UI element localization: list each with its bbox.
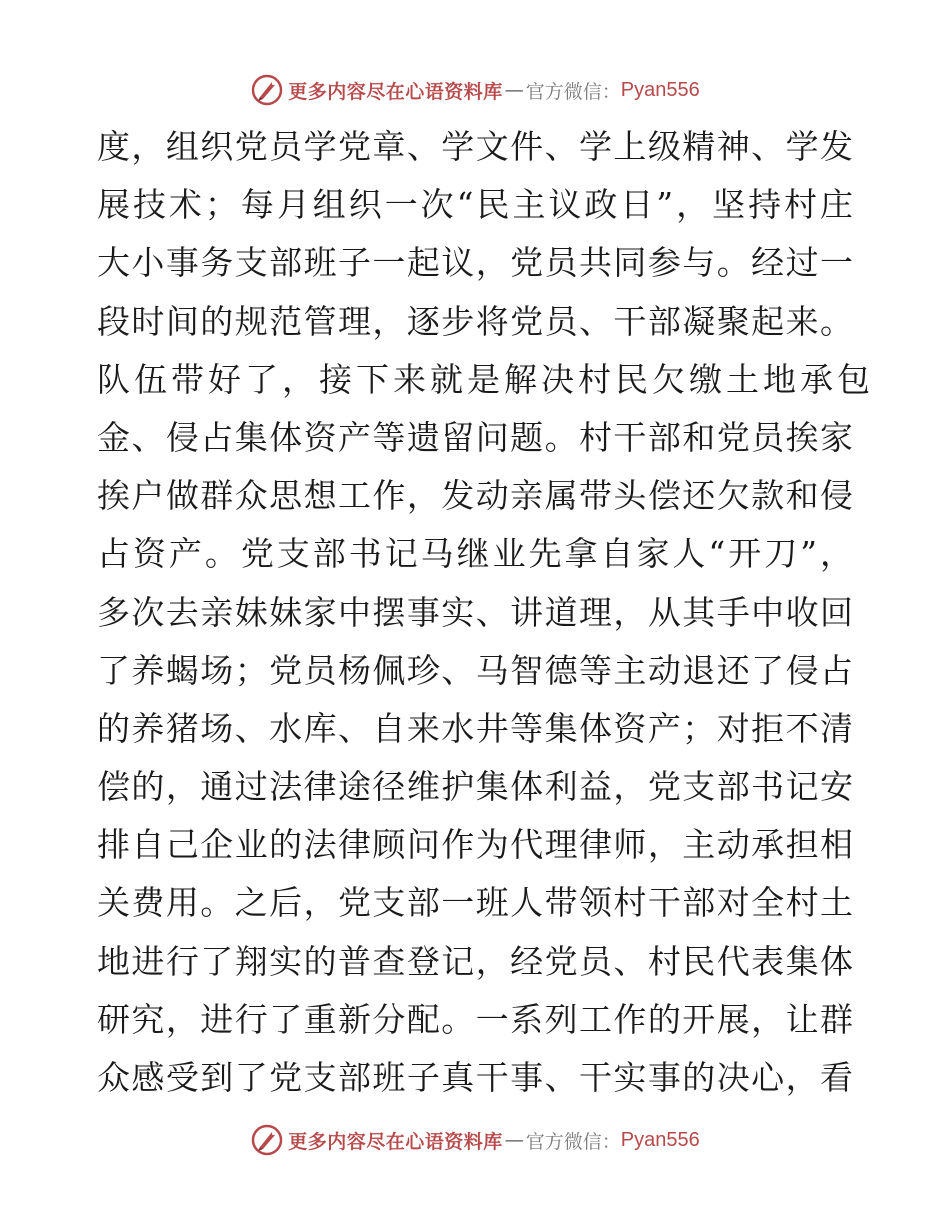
text-line: 排自己企业的法律顾问作为代理律师，主动承担相 <box>97 825 853 865</box>
text-line: 众感受到了党支部班子真干事、干实事的决心，看 <box>97 1058 853 1097</box>
text-line: 偿的，通过法律途径维护集体利益，党支部书记安 <box>97 767 853 807</box>
header-brand-text: 更多内容尽在心语资料库 <box>288 80 503 103</box>
header-separator: — <box>504 79 524 101</box>
text-line: 地进行了翔实的普查登记，经党员、村民代表集体 <box>97 941 853 981</box>
footer-brand-text: 更多内容尽在心语资料库 <box>288 1130 503 1153</box>
quill-seal-icon <box>250 1123 284 1157</box>
quill-seal-icon <box>250 73 284 107</box>
text-line: 挨户做群众思想工作，发动亲属带头偿还欠款和侵 <box>97 476 853 516</box>
text-line: 了养蝎场；党员杨佩珍、马智德等主动退还了侵占 <box>97 650 853 690</box>
text-line: 度，组织党员学党章、学文件、学上级精神、学发 <box>97 127 853 166</box>
text-line: 大小事务支部班子一起议，党员共同参与。经过一 <box>97 243 853 283</box>
text-line: 队伍带好了，接下来就是解决村民欠缴土地承包 <box>97 359 874 399</box>
text-line: 多次去亲妹妹家中摆事实、讲道理，从其手中收回 <box>97 592 853 632</box>
header-contact-label: 官方微信： <box>525 80 621 103</box>
header-account-id: Pyan556 <box>620 78 700 101</box>
text-line: 研究，进行了重新分配。一系列工作的开展，让群 <box>97 999 853 1039</box>
footer-account-id: Pyan556 <box>620 1128 700 1151</box>
text-line: 段时间的规范管理，逐步将党员、干部凝聚起来。 <box>97 301 853 341</box>
footer-contact-label: 官方微信： <box>525 1130 621 1153</box>
footer-banner <box>0 1120 950 1160</box>
header-banner <box>0 70 950 110</box>
footer-separator: — <box>504 1129 524 1151</box>
document-body <box>97 118 874 1107</box>
text-line: 的养猪场、水库、自来水井等集体资产；对拒不清 <box>97 708 853 748</box>
text-line: 金、侵占集体资产等遗留问题。村干部和党员挨家 <box>97 417 853 457</box>
text-line: 展技术；每月组织一次“民主议政日”，坚持村庄 <box>97 185 853 225</box>
text-line: 占资产。党支部书记马继业先拿自家人“开刀”， <box>97 534 853 574</box>
text-line: 关费用。之后，党支部一班人带领村干部对全村土 <box>97 883 853 923</box>
